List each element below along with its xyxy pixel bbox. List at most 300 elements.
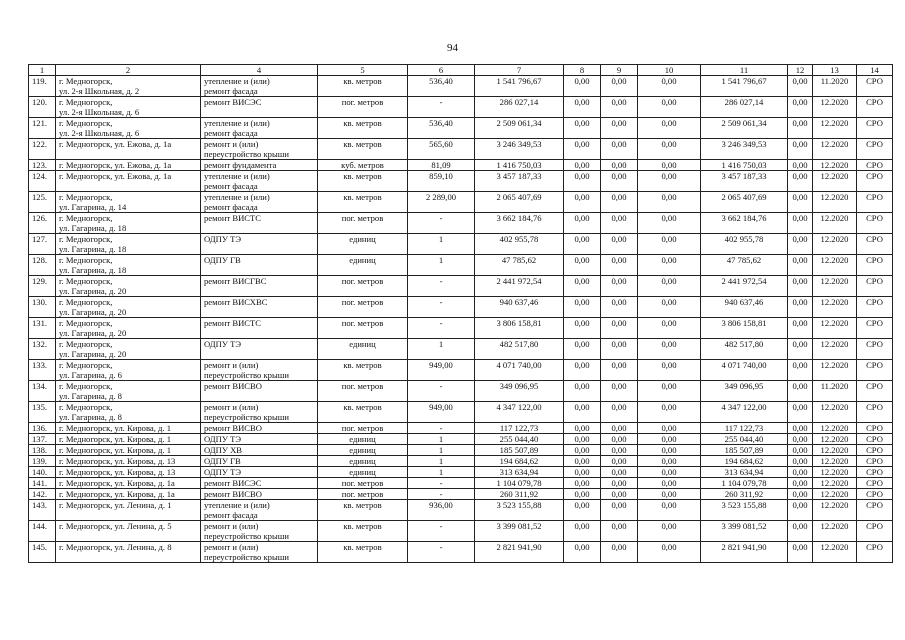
total-cost-cell: 3 523 155,88 xyxy=(475,500,564,521)
address-cell xyxy=(56,456,201,467)
fund-cell: 0,00 xyxy=(601,478,638,489)
fund-cell: 0,00 xyxy=(564,339,601,360)
table-row xyxy=(29,97,893,118)
owner-funds-cell: 1 104 079,78 xyxy=(701,478,788,489)
work-type-cell-line xyxy=(204,107,314,117)
fund-cell: 0,00 xyxy=(788,381,813,402)
owner-funds-cell: 940 637,46 xyxy=(701,297,788,318)
table-row xyxy=(29,139,893,160)
fund-cell: 0,00 xyxy=(788,456,813,467)
owner-funds-cell: 3 246 349,53 xyxy=(701,139,788,160)
fund-cell: 0,00 xyxy=(564,478,601,489)
work-type-cell-line: переустройство крыши xyxy=(204,149,289,159)
fund-cell: 0,00 xyxy=(788,434,813,445)
address-cell-line: г. Медногорск, xyxy=(59,339,113,349)
table-row xyxy=(29,456,893,467)
address-cell-line: г. Медногорск, xyxy=(59,97,113,107)
unit-cell: пог. метров xyxy=(318,213,408,234)
address-cell-line: ул. Гагарина, д. 20 xyxy=(59,349,127,359)
work-type-cell xyxy=(201,542,318,563)
method-cell: СРО xyxy=(857,381,893,402)
row-number: 128. xyxy=(29,255,56,276)
total-cost-cell: 255 044,40 xyxy=(475,434,564,445)
work-type-cell-line: утепление и (или) xyxy=(204,118,270,128)
total-cost-cell: 117 122,73 xyxy=(475,423,564,434)
unit-cell: кв. метров xyxy=(318,171,408,192)
column-header: 10 xyxy=(638,65,701,76)
quantity-cell: - xyxy=(408,318,475,339)
address-cell xyxy=(56,139,201,160)
deadline-cell: 11.2020 xyxy=(813,381,857,402)
address-cell-line: г. Медногорск, xyxy=(59,255,113,265)
fund-cell: 0,00 xyxy=(601,423,638,434)
total-cost-cell: 2 065 407,69 xyxy=(475,192,564,213)
fund-cell: 0,00 xyxy=(564,76,601,97)
work-type-cell-line: переустройство крыши xyxy=(204,552,289,562)
work-type-cell-line xyxy=(204,244,314,254)
address-cell xyxy=(56,160,201,171)
unit-cell: единиц xyxy=(318,234,408,255)
address-cell-line: г. Медногорск, xyxy=(59,360,113,370)
table-row xyxy=(29,423,893,434)
row-number: 131. xyxy=(29,318,56,339)
address-cell-line xyxy=(59,510,197,520)
row-number: 119. xyxy=(29,76,56,97)
address-cell xyxy=(56,76,201,97)
owner-funds-cell: 3 662 184,76 xyxy=(701,213,788,234)
work-type-cell-line xyxy=(204,286,314,296)
unit-cell: кв. метров xyxy=(318,500,408,521)
address-cell-line: ул. Гагарина, д. 8 xyxy=(59,412,122,422)
address-cell xyxy=(56,234,201,255)
fund-cell: 0,00 xyxy=(638,467,701,478)
table-row xyxy=(29,500,893,521)
address-cell-line: ул. Гагарина, д. 18 xyxy=(59,265,127,275)
deadline-cell: 11.2020 xyxy=(813,76,857,97)
row-number: 134. xyxy=(29,381,56,402)
work-type-cell xyxy=(201,297,318,318)
unit-cell: пог. метров xyxy=(318,276,408,297)
deadline-cell: 12.2020 xyxy=(813,276,857,297)
address-cell-line: г. Медногорск, ул. Кирова, д. 1 xyxy=(59,434,171,444)
address-cell xyxy=(56,478,201,489)
column-header: 12 xyxy=(788,65,813,76)
owner-funds-cell: 3 457 187,33 xyxy=(701,171,788,192)
table-row xyxy=(29,434,893,445)
deadline-cell: 12.2020 xyxy=(813,456,857,467)
work-type-cell xyxy=(201,360,318,381)
method-cell: СРО xyxy=(857,456,893,467)
work-type-cell xyxy=(201,118,318,139)
quantity-cell: 536,40 xyxy=(408,76,475,97)
fund-cell: 0,00 xyxy=(788,521,813,542)
work-type-cell xyxy=(201,139,318,160)
row-number: 136. xyxy=(29,423,56,434)
address-cell xyxy=(56,192,201,213)
row-number: 120. xyxy=(29,97,56,118)
table-row xyxy=(29,160,893,171)
fund-cell: 0,00 xyxy=(638,255,701,276)
work-type-cell-line: утепление и (или) xyxy=(204,500,270,510)
fund-cell: 0,00 xyxy=(788,118,813,139)
work-type-cell xyxy=(201,423,318,434)
method-cell: СРО xyxy=(857,297,893,318)
address-cell-line: ул. 2-я Школьная, д. 2 xyxy=(59,86,140,96)
address-cell-line: г. Медногорск, xyxy=(59,402,113,412)
deadline-cell: 12.2020 xyxy=(813,192,857,213)
deadline-cell: 12.2020 xyxy=(813,213,857,234)
address-cell-line: г. Медногорск, xyxy=(59,297,113,307)
table-row xyxy=(29,542,893,563)
address-cell-line: г. Медногорск, xyxy=(59,234,113,244)
work-type-cell-line xyxy=(204,391,314,401)
fund-cell: 0,00 xyxy=(564,171,601,192)
method-cell: СРО xyxy=(857,434,893,445)
row-number: 130. xyxy=(29,297,56,318)
work-type-cell-line: ремонт ВИСВО xyxy=(204,489,262,499)
work-type-cell xyxy=(201,160,318,171)
deadline-cell: 12.2020 xyxy=(813,467,857,478)
work-type-cell xyxy=(201,276,318,297)
table-row xyxy=(29,445,893,456)
method-cell: СРО xyxy=(857,445,893,456)
work-type-cell-line xyxy=(204,223,314,233)
column-header: 5 xyxy=(318,65,408,76)
owner-funds-cell: 3 399 081,52 xyxy=(701,521,788,542)
method-cell: СРО xyxy=(857,255,893,276)
owner-funds-cell: 255 044,40 xyxy=(701,434,788,445)
fund-cell: 0,00 xyxy=(601,139,638,160)
deadline-cell: 12.2020 xyxy=(813,234,857,255)
fund-cell: 0,00 xyxy=(788,445,813,456)
address-cell-line: г. Медногорск, ул. Кирова, д. 13 xyxy=(59,456,176,466)
deadline-cell: 12.2020 xyxy=(813,402,857,423)
fund-cell: 0,00 xyxy=(564,402,601,423)
fund-cell: 0,00 xyxy=(564,445,601,456)
owner-funds-cell: 117 122,73 xyxy=(701,423,788,434)
fund-cell: 0,00 xyxy=(601,521,638,542)
total-cost-cell: 3 399 081,52 xyxy=(475,521,564,542)
owner-funds-cell: 185 507,89 xyxy=(701,445,788,456)
owner-funds-cell: 3 523 155,88 xyxy=(701,500,788,521)
address-cell xyxy=(56,171,201,192)
method-cell: СРО xyxy=(857,478,893,489)
owner-funds-cell: 2 441 972,54 xyxy=(701,276,788,297)
column-header: 9 xyxy=(601,65,638,76)
total-cost-cell: 1 416 750,03 xyxy=(475,160,564,171)
address-cell-line: г. Медногорск, xyxy=(59,318,113,328)
quantity-cell: 81,09 xyxy=(408,160,475,171)
fund-cell: 0,00 xyxy=(788,139,813,160)
work-type-cell xyxy=(201,381,318,402)
work-type-cell xyxy=(201,402,318,423)
fund-cell: 0,00 xyxy=(601,276,638,297)
work-type-cell xyxy=(201,255,318,276)
row-number: 141. xyxy=(29,478,56,489)
total-cost-cell: 1 104 079,78 xyxy=(475,478,564,489)
quantity-cell: - xyxy=(408,489,475,500)
fund-cell: 0,00 xyxy=(638,381,701,402)
quantity-cell: 859,10 xyxy=(408,171,475,192)
total-cost-cell: 313 634,94 xyxy=(475,467,564,478)
work-type-cell xyxy=(201,489,318,500)
table-row xyxy=(29,467,893,478)
work-type-cell-line: ремонт ВИСТС xyxy=(204,213,262,223)
work-type-cell-line: ОДПУ ТЭ xyxy=(204,339,242,349)
work-type-cell-line: ремонт и (или) xyxy=(204,542,259,552)
fund-cell: 0,00 xyxy=(788,192,813,213)
row-number: 144. xyxy=(29,521,56,542)
work-type-cell xyxy=(201,521,318,542)
total-cost-cell: 2 441 972,54 xyxy=(475,276,564,297)
column-header: 7 xyxy=(475,65,564,76)
row-number: 121. xyxy=(29,118,56,139)
method-cell: СРО xyxy=(857,542,893,563)
column-header: 8 xyxy=(564,65,601,76)
address-cell xyxy=(56,542,201,563)
fund-cell: 0,00 xyxy=(638,76,701,97)
address-cell-line: г. Медногорск, xyxy=(59,276,113,286)
deadline-cell: 12.2020 xyxy=(813,97,857,118)
fund-cell: 0,00 xyxy=(638,318,701,339)
fund-cell: 0,00 xyxy=(638,139,701,160)
fund-cell: 0,00 xyxy=(638,360,701,381)
address-cell-line: ул. 2-я Школьная, д. 6 xyxy=(59,128,140,138)
table-row xyxy=(29,213,893,234)
fund-cell: 0,00 xyxy=(788,467,813,478)
fund-cell: 0,00 xyxy=(788,160,813,171)
unit-cell: кв. метров xyxy=(318,360,408,381)
address-cell-line: г. Медногорск, ул. Кирова, д. 1 xyxy=(59,423,171,433)
method-cell: СРО xyxy=(857,489,893,500)
address-cell-line: г. Медногорск, ул. Кирова, д. 1а xyxy=(59,478,175,488)
method-cell: СРО xyxy=(857,213,893,234)
fund-cell: 0,00 xyxy=(638,478,701,489)
address-cell xyxy=(56,318,201,339)
row-number: 135. xyxy=(29,402,56,423)
work-type-cell xyxy=(201,318,318,339)
work-type-cell-line: ремонт ВИСВО xyxy=(204,381,262,391)
fund-cell: 0,00 xyxy=(638,276,701,297)
deadline-cell: 12.2020 xyxy=(813,542,857,563)
total-cost-cell: 1 541 796,67 xyxy=(475,76,564,97)
deadline-cell: 12.2020 xyxy=(813,489,857,500)
owner-funds-cell: 2 509 061,34 xyxy=(701,118,788,139)
fund-cell: 0,00 xyxy=(788,76,813,97)
owner-funds-cell: 1 541 796,67 xyxy=(701,76,788,97)
unit-cell: кв. метров xyxy=(318,76,408,97)
address-cell-line: г. Медногорск, xyxy=(59,76,113,86)
row-number: 145. xyxy=(29,542,56,563)
address-cell-line: г. Медногорск, ул. Ленина, д. 5 xyxy=(59,521,172,531)
work-type-cell xyxy=(201,445,318,456)
unit-cell: пог. метров xyxy=(318,381,408,402)
fund-cell: 0,00 xyxy=(564,381,601,402)
fund-cell: 0,00 xyxy=(601,97,638,118)
fund-cell: 0,00 xyxy=(638,297,701,318)
column-number-row xyxy=(29,65,893,76)
fund-cell: 0,00 xyxy=(564,456,601,467)
quantity-cell: - xyxy=(408,521,475,542)
column-header: 13 xyxy=(813,65,857,76)
unit-cell: кв. метров xyxy=(318,192,408,213)
deadline-cell: 12.2020 xyxy=(813,318,857,339)
fund-cell: 0,00 xyxy=(564,360,601,381)
quantity-cell: 1 xyxy=(408,445,475,456)
address-cell xyxy=(56,434,201,445)
address-cell-line xyxy=(59,531,197,541)
column-header: 2 xyxy=(56,65,201,76)
address-cell-line: г. Медногорск, xyxy=(59,192,113,202)
unit-cell: кв. метров xyxy=(318,542,408,563)
owner-funds-cell: 47 785,62 xyxy=(701,255,788,276)
deadline-cell: 12.2020 xyxy=(813,521,857,542)
row-number: 126. xyxy=(29,213,56,234)
fund-cell: 0,00 xyxy=(601,339,638,360)
address-cell-line: ул. Гагарина, д. 20 xyxy=(59,328,127,338)
row-number: 123. xyxy=(29,160,56,171)
work-type-cell-line: утепление и (или) xyxy=(204,192,270,202)
table-row xyxy=(29,234,893,255)
fund-cell: 0,00 xyxy=(788,423,813,434)
fund-cell: 0,00 xyxy=(601,456,638,467)
quantity-cell: 1 xyxy=(408,456,475,467)
fund-cell: 0,00 xyxy=(564,318,601,339)
address-cell-line: г. Медногорск, xyxy=(59,118,113,128)
fund-cell: 0,00 xyxy=(601,297,638,318)
address-cell xyxy=(56,521,201,542)
unit-cell: пог. метров xyxy=(318,318,408,339)
address-cell xyxy=(56,467,201,478)
quantity-cell: 1 xyxy=(408,339,475,360)
work-type-cell xyxy=(201,234,318,255)
row-number: 132. xyxy=(29,339,56,360)
address-cell-line: г. Медногорск, ул. Ежова, д. 1а xyxy=(59,160,172,170)
method-cell: СРО xyxy=(857,360,893,381)
deadline-cell: 12.2020 xyxy=(813,297,857,318)
unit-cell: кв. метров xyxy=(318,402,408,423)
address-cell xyxy=(56,97,201,118)
fund-cell: 0,00 xyxy=(638,423,701,434)
fund-cell: 0,00 xyxy=(638,402,701,423)
column-header: 6 xyxy=(408,65,475,76)
fund-cell: 0,00 xyxy=(638,521,701,542)
work-type-cell-line: переустройство крыши xyxy=(204,370,289,380)
work-type-cell xyxy=(201,478,318,489)
deadline-cell: 12.2020 xyxy=(813,139,857,160)
total-cost-cell: 286 027,14 xyxy=(475,97,564,118)
fund-cell: 0,00 xyxy=(601,445,638,456)
row-number: 140. xyxy=(29,467,56,478)
quantity-cell: - xyxy=(408,423,475,434)
address-cell-line: ул. Гагарина, д. 8 xyxy=(59,391,122,401)
work-type-cell-line: ремонт фасада xyxy=(204,128,258,138)
table-body xyxy=(29,76,893,563)
quantity-cell: - xyxy=(408,97,475,118)
unit-cell: пог. метров xyxy=(318,297,408,318)
deadline-cell: 12.2020 xyxy=(813,360,857,381)
fund-cell: 0,00 xyxy=(601,76,638,97)
deadline-cell: 12.2020 xyxy=(813,255,857,276)
address-cell xyxy=(56,213,201,234)
work-type-cell-line xyxy=(204,265,314,275)
unit-cell: кв. метров xyxy=(318,118,408,139)
address-cell-line: ул. Гагарина, д. 14 xyxy=(59,202,127,212)
address-cell-line xyxy=(59,181,197,191)
owner-funds-cell: 402 955,78 xyxy=(701,234,788,255)
fund-cell: 0,00 xyxy=(638,118,701,139)
work-type-cell xyxy=(201,467,318,478)
row-number: 143. xyxy=(29,500,56,521)
work-type-cell xyxy=(201,171,318,192)
fund-cell: 0,00 xyxy=(601,192,638,213)
address-cell xyxy=(56,255,201,276)
owner-funds-cell: 2 065 407,69 xyxy=(701,192,788,213)
method-cell: СРО xyxy=(857,139,893,160)
total-cost-cell: 185 507,89 xyxy=(475,445,564,456)
method-cell: СРО xyxy=(857,76,893,97)
fund-cell: 0,00 xyxy=(564,213,601,234)
method-cell: СРО xyxy=(857,521,893,542)
unit-cell: пог. метров xyxy=(318,97,408,118)
total-cost-cell: 4 071 740,00 xyxy=(475,360,564,381)
fund-cell: 0,00 xyxy=(601,489,638,500)
fund-cell: 0,00 xyxy=(564,118,601,139)
method-cell: СРО xyxy=(857,118,893,139)
fund-cell: 0,00 xyxy=(638,97,701,118)
work-type-cell-line: утепление и (или) xyxy=(204,171,270,181)
method-cell: СРО xyxy=(857,192,893,213)
work-type-cell-line: ремонт ВИСГВС xyxy=(204,276,267,286)
method-cell: СРО xyxy=(857,339,893,360)
work-type-cell-line xyxy=(204,307,314,317)
fund-cell: 0,00 xyxy=(601,213,638,234)
address-cell-line: г. Медногорск, ул. Ежова, д. 1а xyxy=(59,171,172,181)
address-cell-line xyxy=(59,149,197,159)
total-cost-cell: 940 637,46 xyxy=(475,297,564,318)
row-number: 133. xyxy=(29,360,56,381)
fund-cell: 0,00 xyxy=(601,318,638,339)
fund-cell: 0,00 xyxy=(601,500,638,521)
owner-funds-cell: 286 027,14 xyxy=(701,97,788,118)
work-type-cell-line: ремонт фасада xyxy=(204,86,258,96)
fund-cell: 0,00 xyxy=(564,276,601,297)
fund-cell: 0,00 xyxy=(601,434,638,445)
column-header: 4 xyxy=(201,65,318,76)
address-cell-line: г. Медногорск, ул. Кирова, д. 13 xyxy=(59,467,176,477)
address-cell-line: ул. Гагарина, д. 6 xyxy=(59,370,122,380)
total-cost-cell: 482 517,80 xyxy=(475,339,564,360)
fund-cell: 0,00 xyxy=(638,339,701,360)
owner-funds-cell: 194 684,62 xyxy=(701,456,788,467)
fund-cell: 0,00 xyxy=(564,97,601,118)
fund-cell: 0,00 xyxy=(788,360,813,381)
quantity-cell: - xyxy=(408,276,475,297)
deadline-cell: 12.2020 xyxy=(813,171,857,192)
address-cell-line: г. Медногорск, ул. Кирова, д. 1а xyxy=(59,489,175,499)
unit-cell: пог. метров xyxy=(318,489,408,500)
work-type-cell-line: ремонт ВИСЭС xyxy=(204,478,262,488)
row-number: 139. xyxy=(29,456,56,467)
total-cost-cell: 2 509 061,34 xyxy=(475,118,564,139)
address-cell xyxy=(56,276,201,297)
fund-cell: 0,00 xyxy=(788,97,813,118)
quantity-cell: - xyxy=(408,478,475,489)
fund-cell: 0,00 xyxy=(638,500,701,521)
row-number: 142. xyxy=(29,489,56,500)
work-type-cell-line: переустройство крыши xyxy=(204,412,289,422)
row-number: 124. xyxy=(29,171,56,192)
